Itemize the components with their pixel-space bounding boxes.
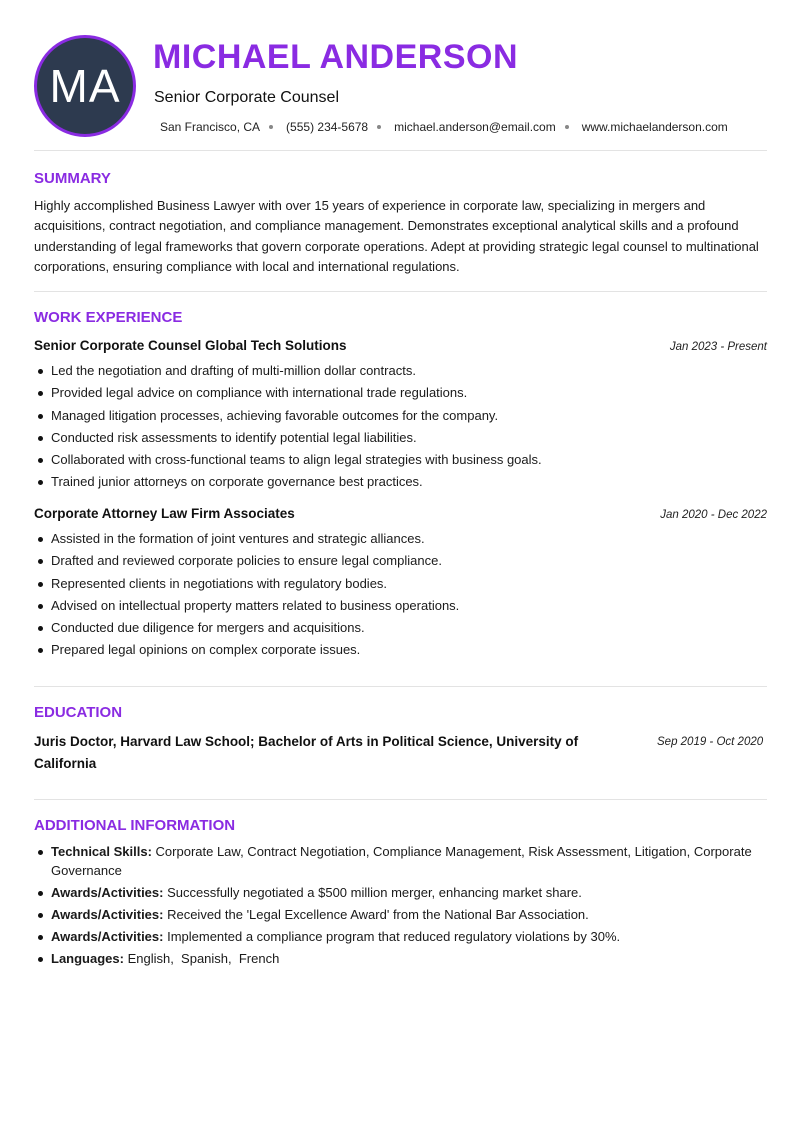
list-item: Conducted due diligence for mergers and acquisitions.: [34, 617, 769, 639]
list-item: Provided legal advice on compliance with international trade regulations.: [34, 382, 769, 404]
divider: [34, 150, 767, 151]
candidate-name: MICHAEL ANDERSON: [153, 38, 519, 76]
list-item: Advised on intellectual property matters related to business operations.: [34, 595, 769, 617]
info-text: Implemented a compliance program that reduced regulatory violations by 30%.: [163, 928, 621, 944]
contact-phone[interactable]: (555) 234-5678: [286, 120, 369, 134]
contact-website[interactable]: www.michaelanderson.com: [581, 120, 728, 134]
education-degree: Juris Doctor, Harvard Law School; Bachelor of Arts in Political Science, University of California: [34, 734, 579, 771]
job-bullets: [34, 528, 769, 662]
info-label: Languages:: [51, 951, 124, 966]
job-date: Jan 2020 - Dec 2022: [660, 509, 767, 521]
section-title-education: EDUCATION: [34, 704, 123, 721]
divider: [34, 686, 767, 687]
contact-location: San Francisco, CA: [160, 120, 261, 134]
list-item: [34, 843, 769, 880]
contact-email[interactable]: michael.anderson@email.com: [394, 120, 556, 134]
list-item: Conducted risk assessments to identify potential legal liabilities.: [34, 427, 769, 449]
summary-text: Highly accomplished Business Lawyer with over 15 years of experience in corporate law, specializing in mergers and acquisitions, contract negotiation, and compliance management. Demonstrates exceptional analytical skills and a profound understanding of legal frameworks that govern corporate operations. Adept at providing strategic legal counsel to multinational corporations, ensuring compliance with local and international regulations.: [34, 198, 759, 274]
list-item: [34, 906, 769, 925]
list-item: [34, 950, 769, 969]
info-text: Received the 'Legal Excellence Award' from the National Bar Association.: [163, 906, 589, 922]
divider: [34, 291, 767, 292]
section-title-experience: WORK EXPERIENCE: [34, 309, 183, 326]
job-bullets: [34, 360, 769, 494]
info-label: Technical Skills:: [51, 844, 152, 859]
section-title-summary: SUMMARY: [34, 170, 111, 187]
info-label: Awards/Activities:: [51, 906, 164, 922]
job-heading: Corporate Attorney Law Firm Associates: [34, 506, 295, 521]
education-date: Sep 2019 - Oct 2020: [657, 736, 764, 748]
list-item: Trained junior attorneys on corporate governance best practices.: [34, 471, 769, 493]
bullet-separator-icon: [377, 125, 381, 129]
avatar-initials: MA: [49, 60, 121, 112]
divider: [34, 799, 767, 800]
bullet-separator-icon: [269, 125, 273, 129]
candidate-role: Senior Corporate Counsel: [154, 89, 339, 106]
info-text: Corporate Law, Contract Negotiation, Compliance Management, Risk Assessment, Litigation, Corporate Governance: [51, 844, 752, 878]
bullet-separator-icon: [565, 125, 569, 129]
additional-info-list: [34, 843, 769, 972]
list-item: Led the negotiation and drafting of multi-million dollar contracts.: [34, 360, 769, 382]
list-item: Drafted and reviewed corporate policies to ensure legal compliance.: [34, 550, 769, 572]
list-item: [34, 928, 769, 947]
info-label: Awards/Activities:: [51, 884, 164, 900]
list-item: Assisted in the formation of joint ventures and strategic alliances.: [34, 528, 769, 550]
list-item: Managed litigation processes, achieving favorable outcomes for the company.: [34, 405, 769, 427]
job-heading: Senior Corporate Counsel Global Tech Solutions: [34, 338, 347, 353]
avatar: [34, 35, 136, 137]
list-item: Prepared legal opinions on complex corporate issues.: [34, 639, 769, 661]
contact-bar: [160, 120, 728, 134]
info-text: Successfully negotiated a $500 million merger, enhancing market share.: [163, 884, 582, 900]
info-text: English, Spanish, French: [123, 951, 280, 966]
info-label: Awards/Activities:: [51, 928, 164, 944]
list-item: [34, 884, 769, 903]
section-title-additional: ADDITIONAL INFORMATION: [34, 817, 236, 834]
job-date: Jan 2023 - Present: [669, 341, 767, 353]
list-item: Collaborated with cross-functional teams to align legal strategies with business goals.: [34, 449, 769, 471]
list-item: Represented clients in negotiations with regulatory bodies.: [34, 573, 769, 595]
